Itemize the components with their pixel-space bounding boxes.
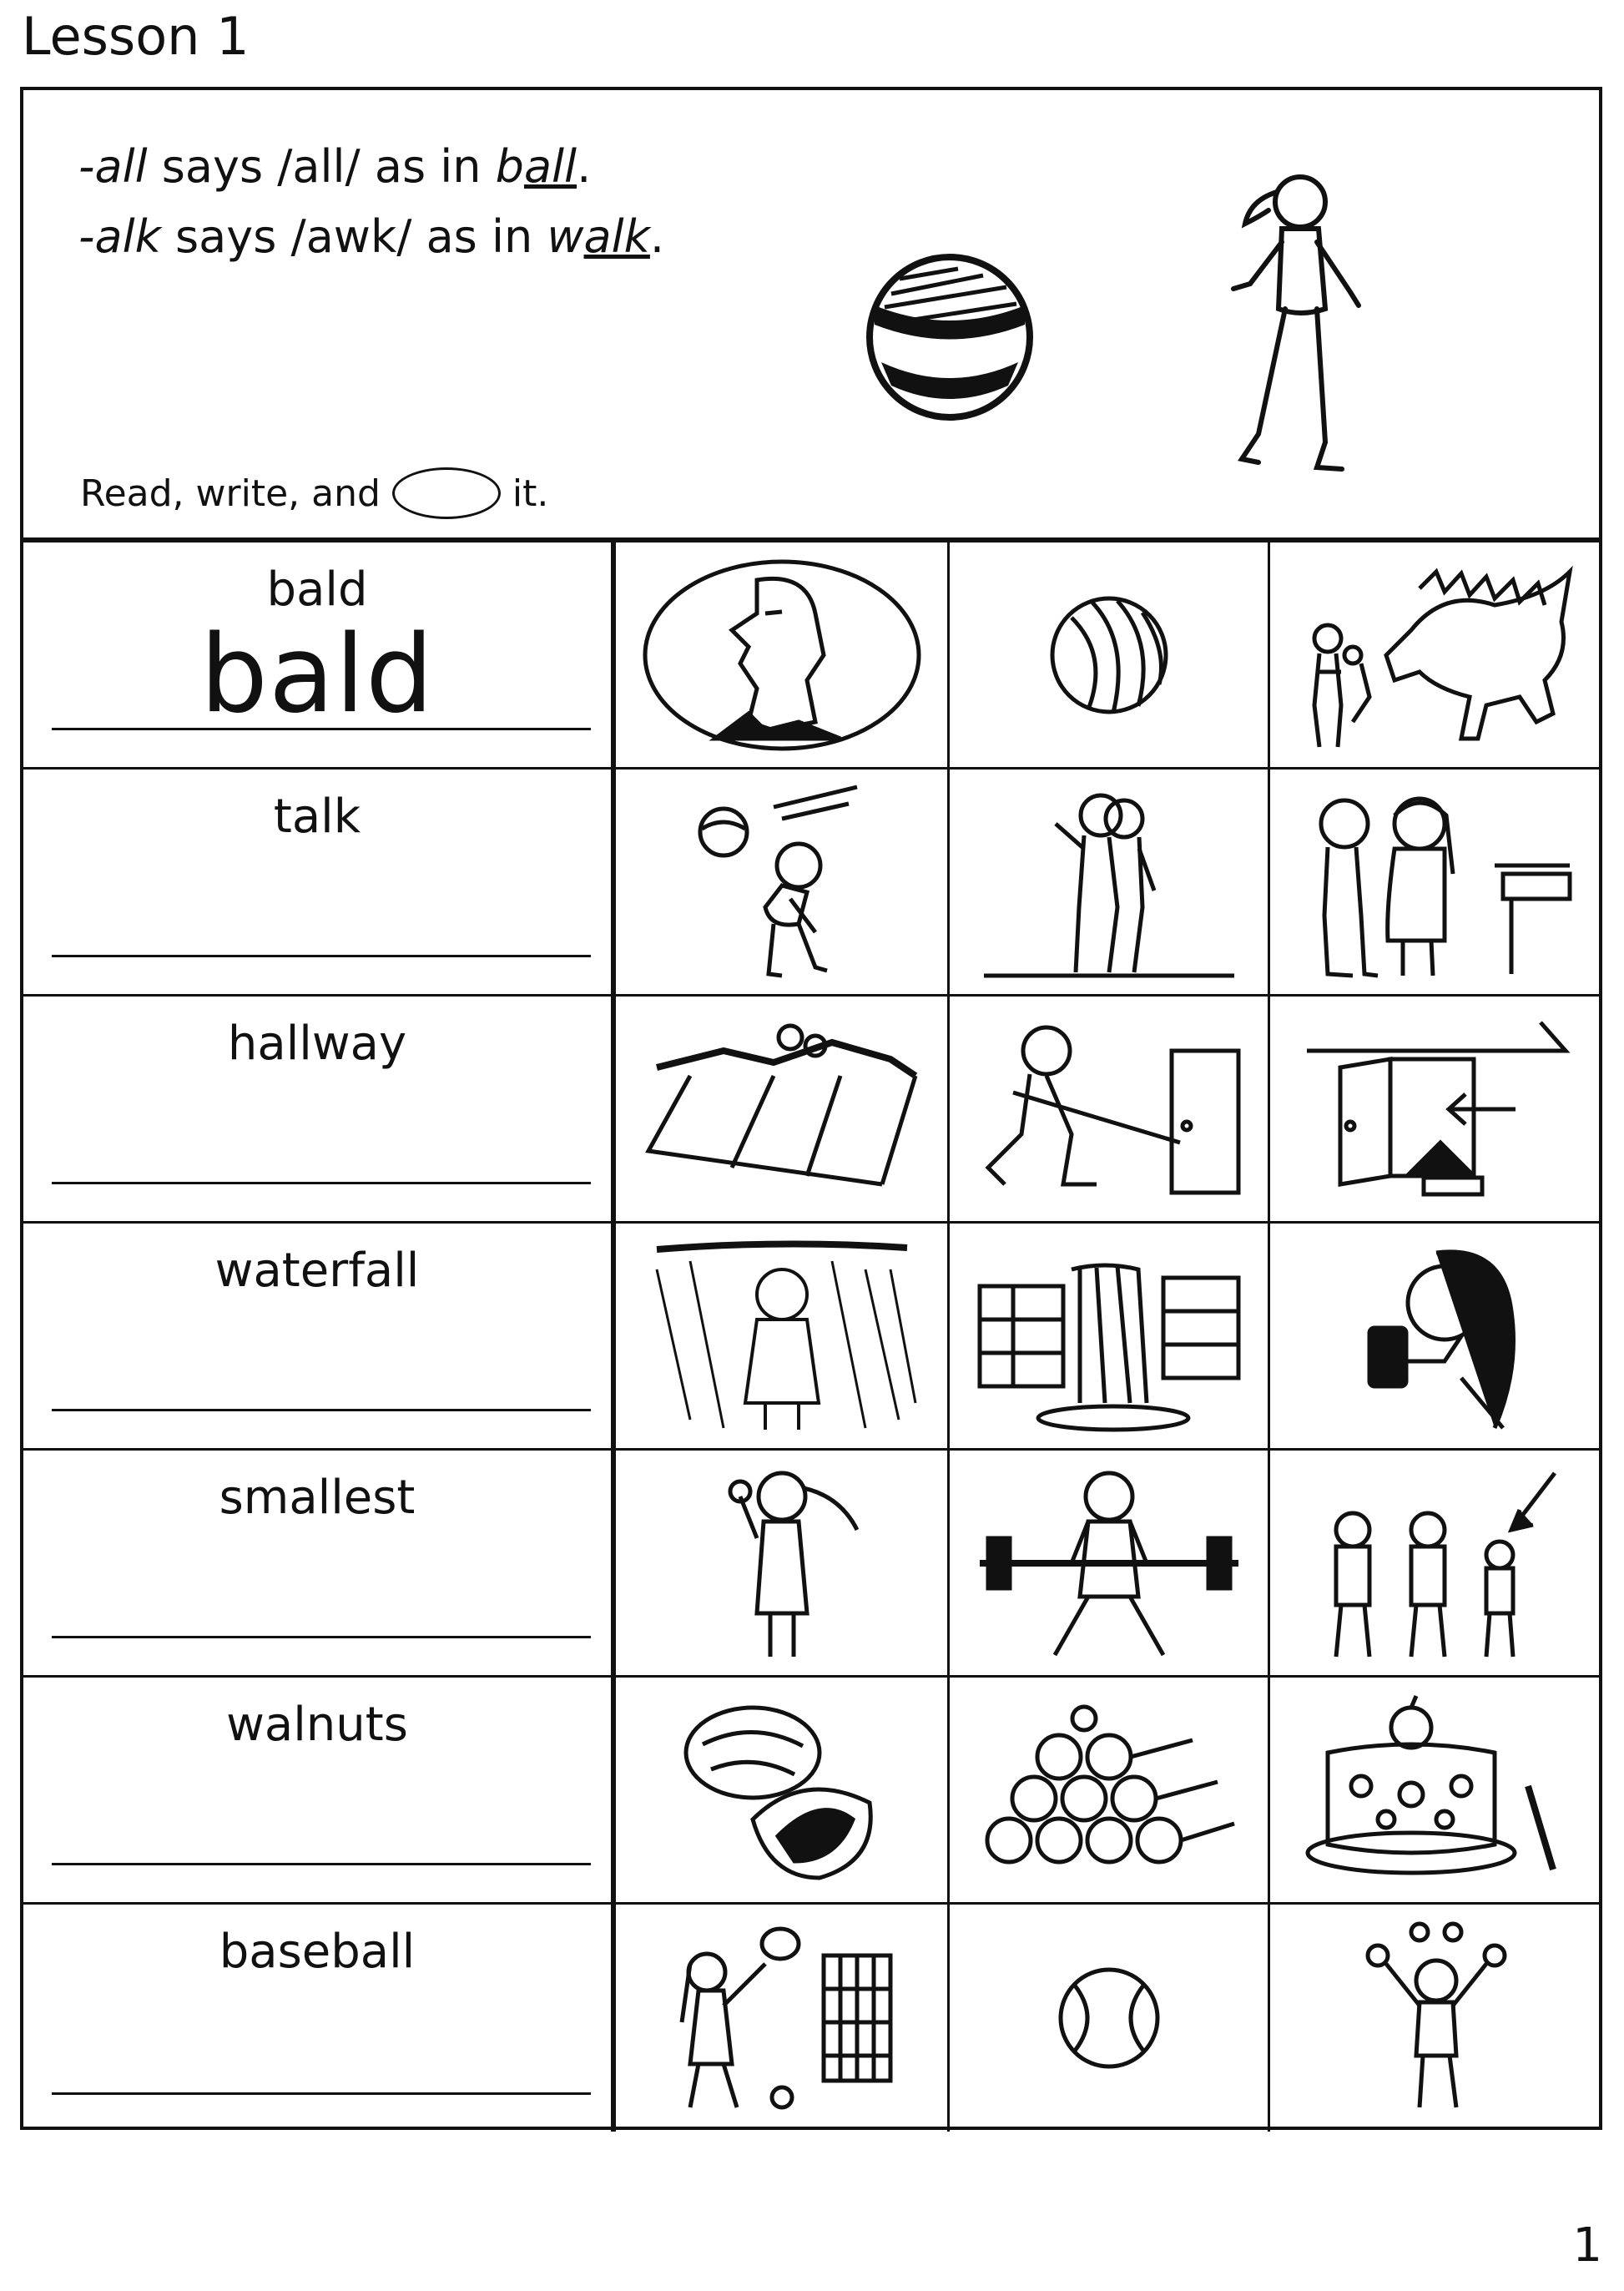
dancing-couple-icon — [976, 782, 1243, 982]
picture-option[interactable] — [1270, 770, 1602, 994]
page-number: 1 — [1572, 2218, 1602, 2273]
girl-icecream-icon — [690, 1463, 874, 1663]
word-cell — [23, 1224, 616, 1448]
picture-option[interactable] — [616, 770, 950, 994]
table-row — [23, 1451, 1599, 1678]
table-row — [23, 1224, 1599, 1451]
picture-option[interactable] — [616, 997, 950, 1221]
instructions: Read, write, and it. — [80, 467, 548, 519]
word-cell — [23, 542, 616, 767]
picture-option[interactable] — [1270, 1224, 1602, 1448]
word-label: waterfall — [214, 1244, 420, 1298]
fruitcake-icon — [1303, 1694, 1570, 1886]
picture-option[interactable] — [950, 997, 1270, 1221]
picture-option[interactable] — [1270, 1905, 1602, 2132]
intro-panel — [23, 90, 1599, 542]
three-people-icon — [1311, 1463, 1561, 1663]
boy-ball-icon — [690, 782, 874, 982]
word-cell — [23, 1905, 616, 2132]
lesson-title: Lesson 1 — [22, 6, 250, 67]
walnut-icon — [678, 1694, 886, 1886]
written-answer: bald — [199, 613, 435, 737]
word-grid — [23, 542, 1599, 2130]
ball-icon — [1047, 593, 1172, 718]
walking-girl-icon — [1208, 159, 1392, 509]
picture-option[interactable] — [1270, 997, 1602, 1221]
picture-option[interactable] — [950, 542, 1270, 767]
picture-option[interactable] — [616, 1678, 950, 1902]
table-row — [23, 542, 1599, 770]
picture-option[interactable] — [950, 1451, 1270, 1675]
word-label: talk — [273, 790, 361, 844]
drinking-woman-icon — [1336, 1236, 1536, 1436]
picture-option[interactable] — [616, 1224, 950, 1448]
waterfall-icon — [971, 1236, 1247, 1436]
word-cell — [23, 770, 616, 994]
answer-line[interactable] — [52, 728, 591, 730]
picture-option[interactable] — [616, 1451, 950, 1675]
word-cell — [23, 997, 616, 1221]
answer-line[interactable] — [52, 1409, 591, 1411]
worksheet — [20, 87, 1602, 2130]
sidewalk-icon — [640, 1017, 924, 1201]
table-row — [23, 770, 1599, 997]
picture-option[interactable] — [950, 770, 1270, 994]
baseball-icon — [1055, 1964, 1163, 2072]
kids-talking-icon — [1294, 782, 1578, 982]
table-row — [23, 997, 1599, 1224]
weightlifter-icon — [971, 1463, 1247, 1663]
picture-option[interactable] — [1270, 1678, 1602, 1902]
tug-door-icon — [971, 1017, 1247, 1201]
word-cell — [23, 1678, 616, 1902]
table-row — [23, 1905, 1599, 2132]
dragon-icon — [1294, 555, 1578, 755]
logs-icon — [976, 1707, 1243, 1874]
answer-line[interactable] — [52, 2092, 591, 2095]
picture-option[interactable] — [950, 1224, 1270, 1448]
answer-line[interactable] — [52, 1636, 591, 1638]
tennis-girl-icon — [657, 1922, 907, 2114]
word-label: smallest — [219, 1471, 416, 1525]
rule-alk: -alk says /awk/ as in walk. — [78, 210, 665, 263]
picture-option[interactable] — [950, 1678, 1270, 1902]
table-row — [23, 1678, 1599, 1905]
rain-girl-icon — [640, 1236, 924, 1436]
answer-line[interactable] — [52, 955, 591, 957]
oval-icon — [392, 467, 501, 519]
ball-icon — [858, 245, 1041, 429]
doorway-icon — [1299, 1017, 1574, 1201]
word-label: walnuts — [226, 1698, 408, 1752]
juggler-icon — [1353, 1922, 1520, 2114]
word-cell — [23, 1451, 616, 1675]
rule-all: -all says /all/ as in ball. — [78, 140, 592, 193]
answer-line[interactable] — [52, 1182, 591, 1184]
bald-man-circled-icon — [640, 555, 924, 755]
picture-option[interactable] — [1270, 1451, 1602, 1675]
word-label: baseball — [219, 1925, 416, 1979]
word-label: bald — [266, 563, 368, 617]
word-label: hallway — [227, 1017, 407, 1071]
picture-option[interactable] — [950, 1905, 1270, 2132]
picture-option[interactable] — [616, 1905, 950, 2132]
picture-option[interactable] — [616, 542, 950, 767]
picture-option[interactable] — [1270, 542, 1602, 767]
answer-line[interactable] — [52, 1863, 591, 1865]
